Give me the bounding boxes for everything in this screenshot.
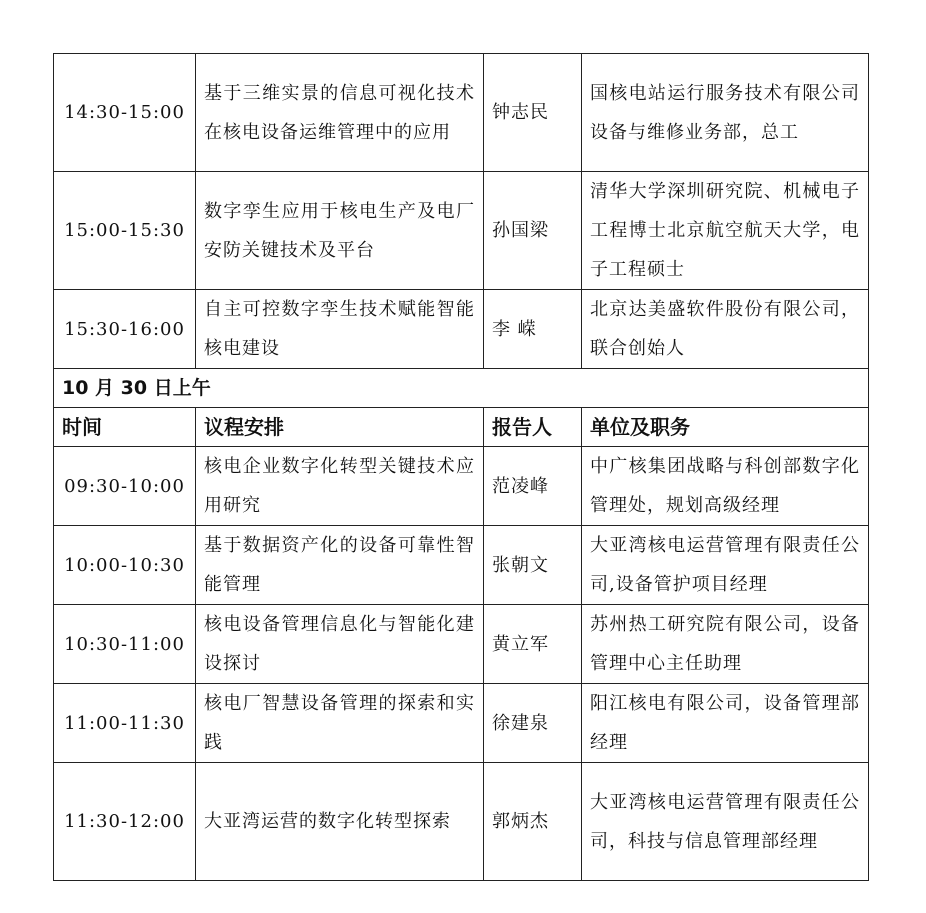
agenda-row	[54, 526, 869, 605]
topic-cell: 核电设备管理信息化与智能化建设探讨	[196, 605, 484, 684]
topic-cell: 基于数据资产化的设备可靠性智能管理	[196, 526, 484, 605]
header-affiliation: 单位及职务	[582, 408, 869, 447]
affiliation-cell: 阳江核电有限公司，设备管理部经理	[582, 684, 869, 763]
agenda-row	[54, 605, 869, 684]
topic-cell: 大亚湾运营的数字化转型探索	[196, 763, 484, 881]
affiliation-cell: 国核电站运行服务技术有限公司设备与维修业务部，总工	[582, 54, 869, 172]
topic-cell: 核电厂智慧设备管理的探索和实践	[196, 684, 484, 763]
topic-cell: 自主可控数字孪生技术赋能智能核电建设	[196, 290, 484, 369]
time-cell: 10:30-11:00	[54, 605, 196, 684]
speaker-cell: 孙国梁	[484, 172, 582, 290]
topic-cell: 基于三维实景的信息可视化技术在核电设备运维管理中的应用	[196, 54, 484, 172]
header-row	[54, 408, 869, 447]
time-cell: 15:00-15:30	[54, 172, 196, 290]
topic-cell: 数字孪生应用于核电生产及电厂安防关键技术及平台	[196, 172, 484, 290]
speaker-cell: 范凌峰	[484, 447, 582, 526]
speaker-cell: 李 嵘	[484, 290, 582, 369]
affiliation-cell: 中广核集团战略与科创部数字化管理处，规划高级经理	[582, 447, 869, 526]
header-time: 时间	[54, 408, 196, 447]
header-speaker: 报告人	[484, 408, 582, 447]
time-cell: 15:30-16:00	[54, 290, 196, 369]
time-cell: 11:30-12:00	[54, 763, 196, 881]
agenda-row	[54, 290, 869, 369]
agenda-row	[54, 763, 869, 881]
agenda-row	[54, 172, 869, 290]
time-cell: 11:00-11:30	[54, 684, 196, 763]
agenda-row	[54, 684, 869, 763]
agenda-row	[54, 54, 869, 172]
time-cell: 10:00-10:30	[54, 526, 196, 605]
speaker-cell: 张朝文	[484, 526, 582, 605]
affiliation-cell: 清华大学深圳研究院、机械电子工程博士北京航空航天大学，电子工程硕士	[582, 172, 869, 290]
speaker-cell: 徐建泉	[484, 684, 582, 763]
header-topic: 议程安排	[196, 408, 484, 447]
affiliation-cell: 苏州热工研究院有限公司，设备管理中心主任助理	[582, 605, 869, 684]
affiliation-cell: 大亚湾核电运营管理有限责任公司,设备管护项目经理	[582, 526, 869, 605]
time-cell: 09:30-10:00	[54, 447, 196, 526]
topic-cell: 核电企业数字化转型关键技术应用研究	[196, 447, 484, 526]
agenda-row	[54, 447, 869, 526]
speaker-cell: 郭炳杰	[484, 763, 582, 881]
section-title: 10 月 30 日上午	[54, 369, 869, 408]
speaker-cell: 钟志民	[484, 54, 582, 172]
speaker-cell: 黄立军	[484, 605, 582, 684]
time-cell: 14:30-15:00	[54, 54, 196, 172]
affiliation-cell: 大亚湾核电运营管理有限责任公司，科技与信息管理部经理	[582, 763, 869, 881]
agenda-table	[53, 53, 869, 881]
section-title-row	[54, 369, 869, 408]
affiliation-cell: 北京达美盛软件股份有限公司，联合创始人	[582, 290, 869, 369]
